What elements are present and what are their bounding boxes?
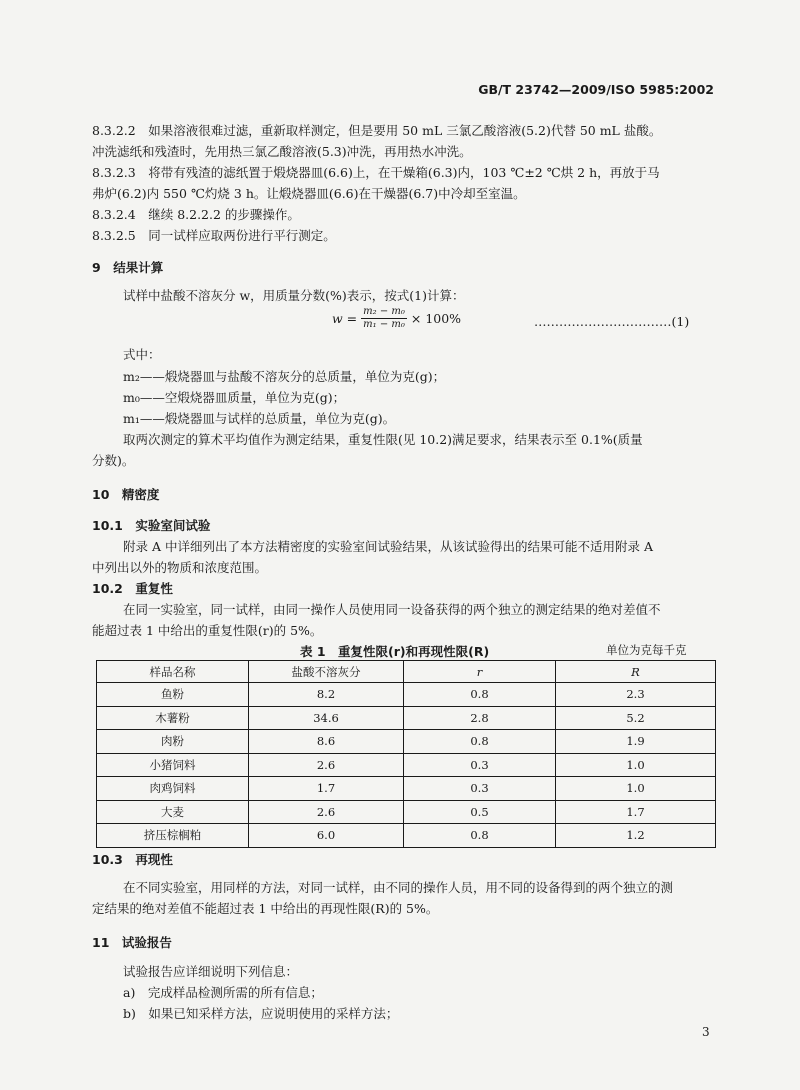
formula-numerator: m₂ − m₀ xyxy=(363,306,405,317)
section-10-3-line2: 定结果的绝对差值不能超过表 1 中给出的再现性限(R)的 5%。 xyxy=(92,901,439,916)
repeatability-table xyxy=(96,660,716,848)
table-cell: 木薯粉 xyxy=(97,706,249,730)
section-10-3-title: 10.3 再现性 xyxy=(92,852,173,867)
table-row xyxy=(97,777,716,801)
table-row xyxy=(97,800,716,824)
result-line2: 分数)。 xyxy=(92,453,135,468)
table-cell: 1.7 xyxy=(249,777,404,801)
table-row xyxy=(97,730,716,754)
table-cell: 1.0 xyxy=(556,753,716,777)
table-cell: 2.6 xyxy=(249,800,404,824)
table-header-cell: 样品名称 xyxy=(97,661,249,683)
table-cell: 0.8 xyxy=(404,683,556,707)
table-cell: 8.6 xyxy=(249,730,404,754)
table-cell: 肉鸡饲料 xyxy=(97,777,249,801)
table-cell: 挤压棕榈粕 xyxy=(97,824,249,848)
table-cell: 2.3 xyxy=(556,683,716,707)
table-cell: 0.8 xyxy=(404,824,556,848)
table-cell: 8.2 xyxy=(249,683,404,707)
table-caption: 表 1 重复性限(r)和再现性限(R) xyxy=(300,644,490,659)
section-10-1-line1: 附录 A 中详细列出了本方法精密度的实验室间试验结果，从该试验得出的结果可能不适用附录 A xyxy=(123,539,653,554)
table-cell: 34.6 xyxy=(249,706,404,730)
section-10-1-line2: 中列出以外的物质和浓度范围。 xyxy=(92,560,268,575)
section-10-2-line1: 在同一实验室，同一试样，由同一操作人员使用同一设备获得的两个独立的测定结果的绝对差值不 xyxy=(123,602,661,617)
formula-rhs: × 100% xyxy=(410,311,462,326)
para-8-3-2-5: 8.3.2.5 同一试样应取两份进行平行测定。 xyxy=(92,228,336,243)
standard-header: GB/T 23742—2009/ISO 5985:2002 xyxy=(478,82,714,97)
section-11-item-b: b) 如果已知采样方法，应说明使用的采样方法； xyxy=(123,1006,399,1021)
result-line1: 取两次测定的算术平均值作为测定结果，重复性限(见 10.2)满足要求，结果表示至 0.1%(质量 xyxy=(123,432,643,447)
table-cell: 0.8 xyxy=(404,730,556,754)
table-header-row xyxy=(97,661,716,683)
table-unit: 单位为克每千克 xyxy=(606,643,687,657)
table-cell: 小猪饲料 xyxy=(97,753,249,777)
table-row xyxy=(97,824,716,848)
para-8-3-2-2-line2: 冲洗滤纸和残渣时，先用热三氯乙酸溶液(5.3)冲洗，再用热水冲洗。 xyxy=(92,144,472,159)
table-cell: 大麦 xyxy=(97,800,249,824)
formula-lhs: w = xyxy=(332,311,358,326)
definition-m1: m₁——煅烧器皿与试样的总质量，单位为克(g)。 xyxy=(123,411,396,426)
formula-denominator: m₁ − m₀ xyxy=(363,319,405,330)
section-10-3-line1: 在不同实验室，用同样的方法，对同一试样，由不同的操作人员，用不同的设备得到的两个独立的测 xyxy=(123,880,674,895)
table-row xyxy=(97,683,716,707)
para-8-3-2-4: 8.3.2.4 继续 8.2.2.2 的步骤操作。 xyxy=(92,207,300,222)
table-cell: 2.8 xyxy=(404,706,556,730)
table-cell: 0.3 xyxy=(404,777,556,801)
table-row xyxy=(97,706,716,730)
section-9-title: 9 结果计算 xyxy=(92,260,164,275)
table-header-cell: 盐酸不溶灰分 xyxy=(249,661,404,683)
definition-m0: m₀——空煅烧器皿质量，单位为克(g)； xyxy=(123,390,346,405)
para-8-3-2-3-line1: 8.3.2.3 将带有残渣的滤纸置于煅烧器皿(6.6)上，在干燥箱(6.3)内，103 ℃±2 ℃烘 2 h，再放于马 xyxy=(92,165,660,180)
section-10-2-line2: 能超过表 1 中给出的重复性限(r)的 5%。 xyxy=(92,623,323,638)
section-9-intro: 试样中盐酸不溶灰分 w，用质量分数(%)表示，按式(1)计算： xyxy=(123,288,465,303)
formula-1 xyxy=(332,306,461,331)
section-11-title: 11 试验报告 xyxy=(92,935,172,950)
section-10-1-title: 10.1 实验室间试验 xyxy=(92,518,211,533)
where-label: 式中： xyxy=(123,347,161,362)
formula-number: ……………………………(1) xyxy=(534,314,690,329)
table-cell: 1.9 xyxy=(556,730,716,754)
section-10-2-title: 10.2 重复性 xyxy=(92,581,173,596)
para-8-3-2-3-line2: 弗炉(6.2)内 550 ℃灼烧 3 h。让煅烧器皿(6.6)在干燥器(6.7)中冷却至室温。 xyxy=(92,186,526,201)
table-cell: 2.6 xyxy=(249,753,404,777)
section-10-title: 10 精密度 xyxy=(92,487,160,502)
page-number: 3 xyxy=(702,1025,710,1039)
table-cell: 6.0 xyxy=(249,824,404,848)
table-cell: 肉粉 xyxy=(97,730,249,754)
table-cell: 0.3 xyxy=(404,753,556,777)
table-row xyxy=(97,753,716,777)
section-11-item-a: a) 完成样品检测所需的所有信息； xyxy=(123,985,323,1000)
table-header-cell: r xyxy=(404,661,556,683)
definition-m2: m₂——煅烧器皿与盐酸不溶灰分的总质量，单位为克(g)； xyxy=(123,369,446,384)
table-cell: 5.2 xyxy=(556,706,716,730)
table-cell: 鱼粉 xyxy=(97,683,249,707)
table-cell: 1.7 xyxy=(556,800,716,824)
table-header-cell: R xyxy=(556,661,716,683)
table-cell: 1.0 xyxy=(556,777,716,801)
table-cell: 1.2 xyxy=(556,824,716,848)
para-8-3-2-2-line1: 8.3.2.2 如果溶液很难过滤，重新取样测定，但是要用 50 mL 三氯乙酸溶液(5.2)代替 50 mL 盐酸。 xyxy=(92,123,662,138)
section-11-intro: 试验报告应详细说明下列信息： xyxy=(123,964,299,979)
formula-fraction xyxy=(361,306,407,331)
table-cell: 0.5 xyxy=(404,800,556,824)
